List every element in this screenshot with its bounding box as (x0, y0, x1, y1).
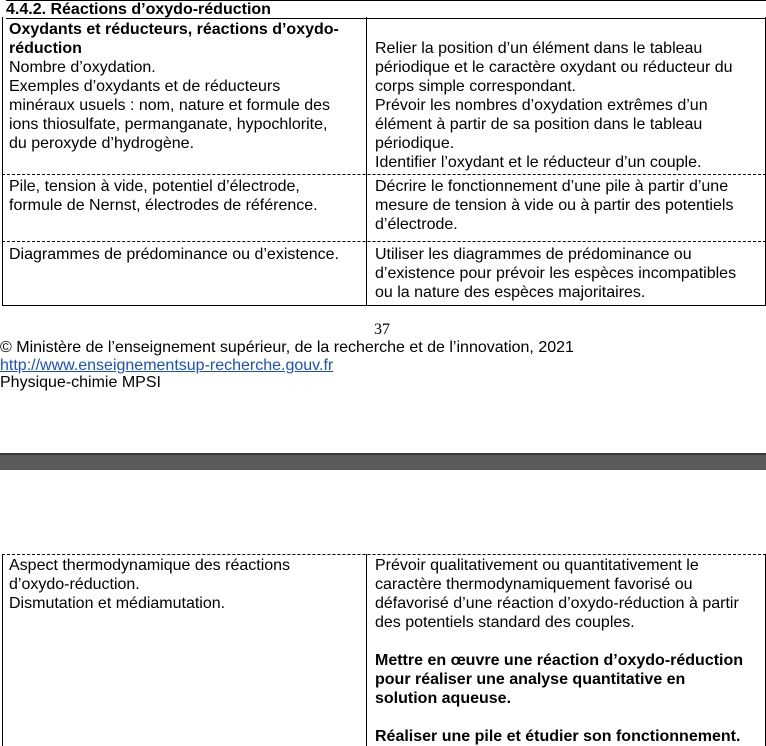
row3-right-line: Utiliser les diagrammes de prédominance ou (375, 246, 692, 263)
table2-right-bold-line: Réaliser une pile et étudier son fonctionnement. (375, 728, 741, 745)
table1-column-divider (366, 17, 367, 306)
table2-right-bold-line: solution aqueuse. (375, 690, 512, 707)
table2-left-line: d’oxydo-réduction. (9, 576, 140, 593)
table1-row-divider-1 (2, 174, 766, 175)
table2-right-line: défavorisé d’une réaction d’oxydo-réduction à partir (375, 595, 739, 612)
row3-right-line: d’existence pour prévoir les espèces incompatibles (375, 265, 737, 282)
table1-left-border (2, 17, 3, 306)
course-label: Physique-chimie MPSI (0, 374, 161, 391)
spacer (375, 632, 763, 651)
ministry-link[interactable]: http://www.enseignementsup-recherche.gouv.fr (0, 357, 334, 374)
row1-right-line: élément à partir de sa position dans le tableau (375, 116, 703, 133)
row1-right-line: corps simple correspondant. (375, 78, 576, 95)
table2-right-cell (375, 556, 763, 746)
row1-right-line: Identifier l’oxydant et le réducteur d’un couple. (375, 154, 702, 171)
row1-right-line: Prévoir les nombres d’oxydation extrêmes d’un (375, 97, 708, 114)
table1-row1-right-cell (375, 39, 763, 172)
table1-row3-left-cell (9, 245, 361, 264)
table2-left-cell (9, 556, 361, 613)
row2-left-line: formule de Nernst, électrodes de référence. (9, 197, 318, 214)
copyright-text: © Ministère de l’enseignement supérieur, de la recherche et de l’innovation, 2021 (0, 339, 574, 356)
table2-left-line: Aspect thermodynamique des réactions (9, 557, 291, 574)
row3-right-line: ou la nature des espèces majoritaires. (375, 284, 646, 301)
table1-row3-right-cell (375, 245, 763, 302)
row1-right-line: périodique et le caractère oxydant ou réducteur du (375, 59, 733, 76)
table2-left-border (2, 554, 3, 746)
table2-left-line: Dismutation et médiamutation. (9, 595, 226, 612)
table1-bottom-border (2, 305, 766, 306)
table2-right-line: Prévoir qualitativement ou quantitativement le (375, 557, 699, 574)
row2-right-line: Décrire le fonctionnement d’une pile à partir d’une (375, 178, 729, 195)
page-number: 37 (374, 321, 390, 338)
row2-right-line: d’électrode. (375, 216, 458, 233)
table1-row2-right-cell (375, 177, 763, 234)
row1-right-line: périodique. (375, 135, 455, 152)
table2-column-divider (366, 554, 367, 746)
row1-left-heading-line1: Oxydants et réducteurs, réactions d’oxydo- (9, 21, 339, 38)
section-title: 4.4.2. Réactions d’oxydo-réduction (6, 0, 766, 19)
row1-left-line: ions thiosulfate, permanganate, hypochlorite, (9, 116, 328, 133)
table2-top-border (2, 554, 766, 555)
table1-row2-left-cell (9, 177, 361, 215)
table2-right-line: des potentiels standard des couples. (375, 614, 635, 631)
table2-right-bold-line: pour réaliser une analyse quantitative en (375, 671, 686, 688)
table1-row1-left-cell (9, 20, 361, 153)
row1-left-line: Nombre d’oxydation. (9, 59, 156, 76)
row3-left-line: Diagrammes de prédominance ou d’existence. (9, 246, 339, 263)
table2-right-line: caractère thermodynamiquement favorisé ou (375, 576, 693, 593)
row1-left-line: minéraux usuels : nom, nature et formule des (9, 97, 331, 114)
row2-left-line: Pile, tension à vide, potentiel d’électrode, (9, 178, 300, 195)
row1-left-line: Exemples d’oxydants et de réducteurs (9, 78, 281, 95)
row1-left-line: du peroxyde d’hydrogène. (9, 135, 195, 152)
row1-left-heading-line2: réduction (9, 40, 82, 57)
row1-right-line: Relier la position d’un élément dans le tableau (375, 40, 703, 57)
table1-row-divider-2 (2, 241, 766, 242)
table2-right-bold-line: Mettre en œuvre une réaction d’oxydo-réduction (375, 652, 744, 669)
spacer (375, 708, 763, 727)
row2-right-line: mesure de tension à vide ou à partir des potentiels (375, 197, 734, 214)
